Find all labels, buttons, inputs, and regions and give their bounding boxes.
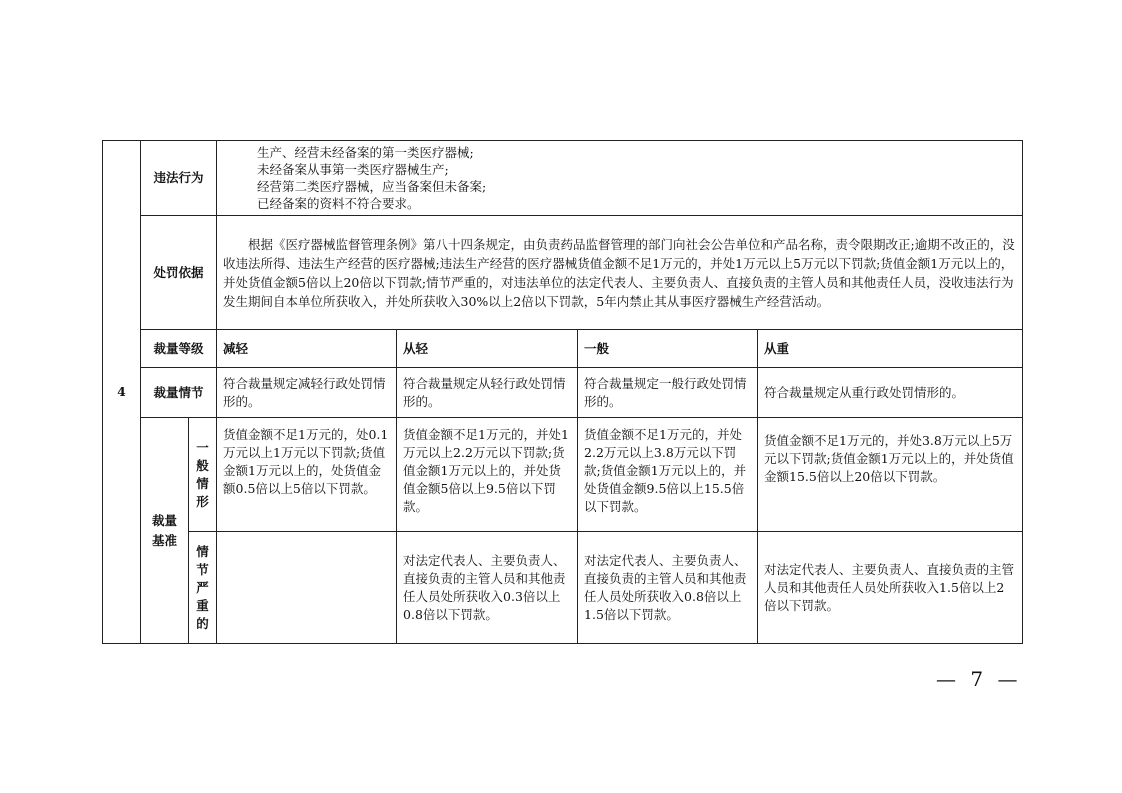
- violation-content: [217, 141, 1023, 216]
- general-situation-label: [189, 418, 217, 532]
- benchmark-serious-cell: 对法定代表人、主要负责人、直接负责的主管人员和其他责任人员处所获收入1.5倍以上2倍以下罚款。: [758, 532, 1023, 644]
- page-number: — 7 —: [936, 667, 1022, 691]
- circumstance-cell: 符合裁量规定从轻行政处罚情形的。: [397, 368, 578, 418]
- circumstance-cell: 符合裁量规定一般行政处罚情形的。: [578, 368, 758, 418]
- circumstance-cell: 符合裁量规定减轻行政处罚情形的。: [217, 368, 397, 418]
- benchmark-general-cell: 货值金额不足1万元的，并处2.2万元以上3.8万元以下罚款;货值金额1万元以上的，并处货值金额9.5倍以上15.5倍以下罚款。: [578, 418, 758, 532]
- violation-line: 经营第二类医疗器械，应当备案但未备案;: [257, 179, 487, 194]
- benchmark-serious-cell: 对法定代表人、主要负责人、直接负责的主管人员和其他责任人员处所获收入0.3倍以上0.8倍以下罚款。: [397, 532, 578, 644]
- general-situation-text: 一般情形: [196, 439, 209, 509]
- level-severe: 从重: [758, 330, 1023, 368]
- level-general: 一般: [578, 330, 758, 368]
- benchmark-general-cell: 货值金额不足1万元的，处0.1万元以上1万元以下罚款;货值金额1万元以上的，处货值金额0.5倍以上5倍以下罚款。: [217, 418, 397, 532]
- levels-label: 裁量等级: [141, 330, 217, 368]
- circumstances-label: 裁量情节: [141, 368, 217, 418]
- benchmark-general-cell: 货值金额不足1万元的，并处1万元以上2.2万元以下罚款;货值金额1万元以上的，并处货值金额5倍以上9.5倍以下罚款。: [397, 418, 578, 532]
- benchmark-general-cell: 货值金额不足1万元的，并处3.8万元以上5万元以下罚款;货值金额1万元以上的，并处货值金额15.5倍以上20倍以下罚款。: [758, 418, 1023, 532]
- benchmark-label: [141, 418, 189, 644]
- serious-situation-label: [189, 532, 217, 644]
- serious-situation-text: 情节严重的: [196, 543, 209, 631]
- discretion-table: [102, 140, 1023, 644]
- benchmark-serious-cell: [217, 532, 397, 644]
- violation-line: 已经备案的资料不符合要求。: [257, 196, 420, 211]
- benchmark-label-text: 裁量基准: [152, 512, 178, 548]
- level-mitigate: 减轻: [217, 330, 397, 368]
- basis-label: 处罚依据: [141, 216, 217, 330]
- circumstance-cell: 符合裁量规定从重行政处罚情形的。: [758, 368, 1023, 418]
- basis-text: 根据《医疗器械监督管理条例》第八十四条规定，由负责药品监督管理的部门向社会公告单位和产品名称，责令限期改正;逾期不改正的，没收违法所得、违法生产经营的医疗器械;违法生产经营的医疗器械货值金额不足1万元的，并处1万元以上5万元以下罚款;货值金额1万元以上的，并处货值金额5倍以上20倍以下罚款;情节严重的，对违法单位的法定代表人、主要负责人、直接负责的主管人员和其他责任人员，没收违法行为发生期间自本单位所获收入，并处所获收入30%以上2倍以下罚款，5年内禁止其从事医疗器械生产经营活动。: [217, 216, 1023, 330]
- violation-line: 生产、经营未经备案的第一类医疗器械;: [257, 145, 474, 160]
- violation-label: 违法行为: [141, 141, 217, 216]
- item-number: 4: [103, 141, 141, 644]
- level-lenient: 从轻: [397, 330, 578, 368]
- violation-line: 未经备案从事第一类医疗器械生产;: [257, 162, 449, 177]
- benchmark-serious-cell: 对法定代表人、主要负责人、直接负责的主管人员和其他责任人员处所获收入0.8倍以上1.5倍以下罚款。: [578, 532, 758, 644]
